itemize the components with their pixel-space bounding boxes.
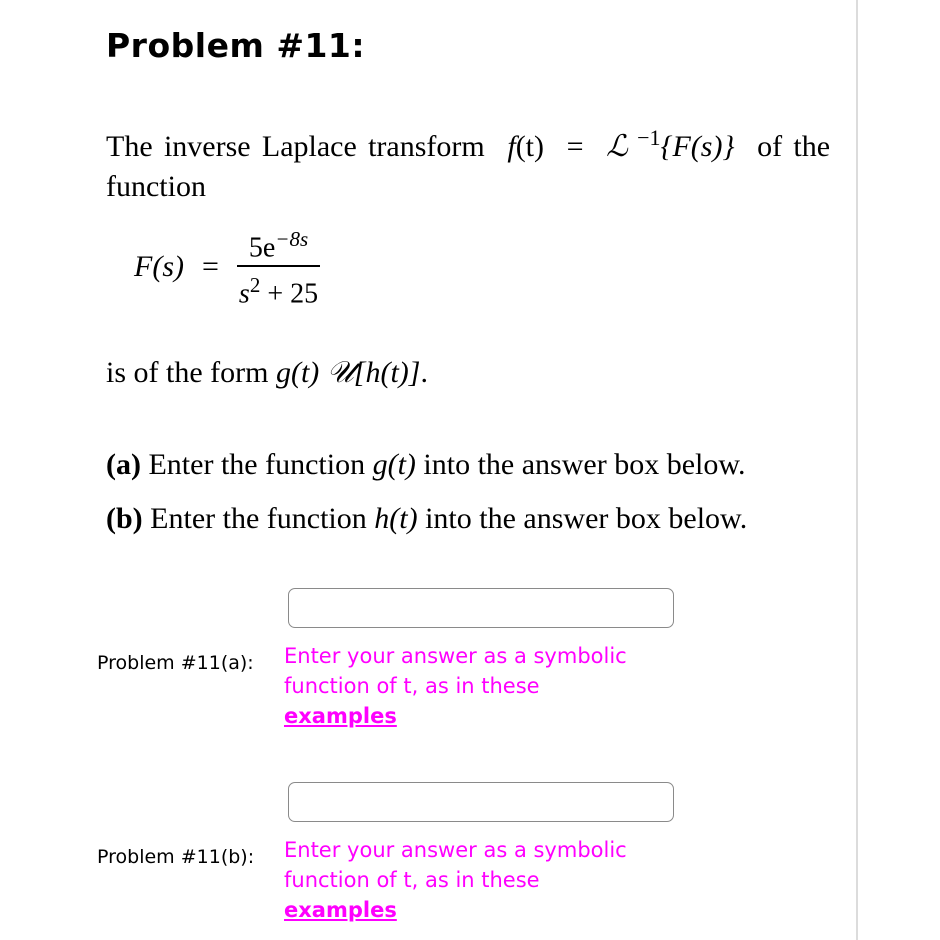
intro-Fs: {F(s)} [660,130,735,163]
unit-step-symbol: 𝒰 [326,356,354,389]
part-a-label: (a) [106,448,141,481]
formula-equals: = [201,250,219,284]
answer-a-examples-link[interactable]: examples [284,704,397,728]
inverse-exponent: −1 [627,125,661,150]
intro-after: the function [106,130,831,203]
answer-a-input[interactable] [288,588,674,628]
right-divider [856,0,858,940]
formula-lhs: F(s) [134,250,184,284]
answer-b-hint: Enter your answer as a symbolic function of t, as in these examples [284,838,627,922]
problem-title: Problem #11: [106,26,366,65]
laplace-symbol: ℒ [606,130,628,163]
answer-b-label: Problem #11(b): [97,846,255,868]
intro-of: of [757,130,783,163]
answer-b-examples-link[interactable]: examples [284,898,397,922]
answer-a-label: Problem #11(a): [97,652,254,674]
answer-a-hint: Enter your answer as a symbolic function of t, as in these examples [284,644,627,728]
form-g: g(t) [275,356,320,389]
formula-denominator: $s^2 + 25$ [238,272,319,310]
form-statement: is of the form g(t) 𝒰[h(t)]. [106,356,428,389]
problem-intro [106,118,830,207]
part-b-label: (b) [106,502,143,535]
intro-t: (t) [515,130,545,163]
intro-f: f [507,130,516,163]
answer-b-input[interactable] [288,782,674,822]
transfer-formula [134,222,320,312]
form-h: [h(t)] [353,356,421,389]
formula-fraction [237,222,320,312]
intro-text: The inverse Laplace transform [106,130,485,163]
intro-equals: = [566,130,584,163]
part-a: (a) Enter the function g(t) into the answer box below. [106,448,746,481]
part-b: (b) Enter the function h(t) into the answer box below. [106,502,748,535]
formula-numerator: $5e^{-8s}$ [248,227,309,264]
